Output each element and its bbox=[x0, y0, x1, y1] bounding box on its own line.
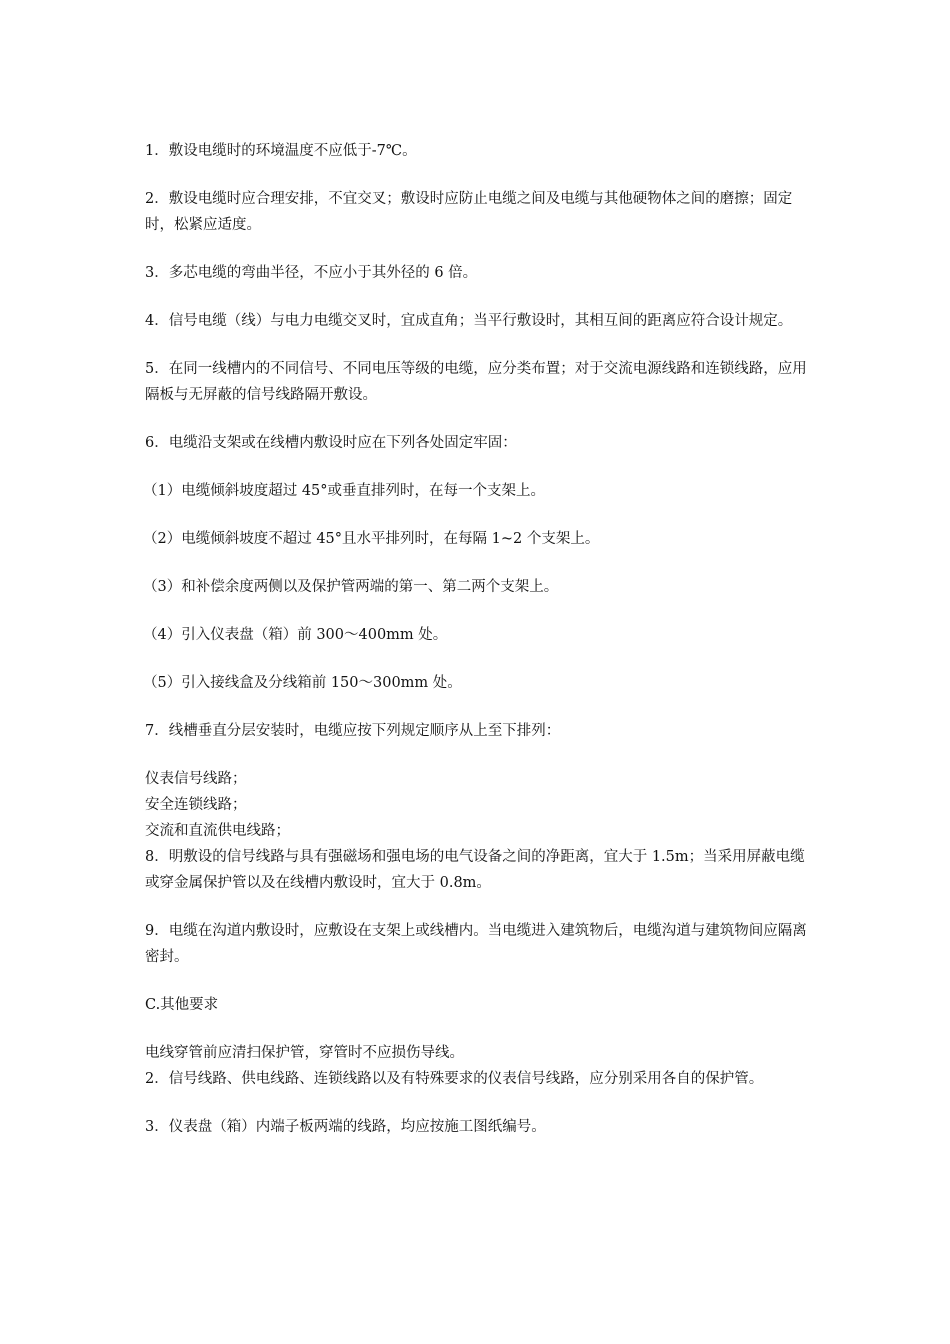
paragraph-6: 6．电缆沿支架或在线槽内敷设时应在下列各处固定牢固： bbox=[145, 435, 517, 451]
list-line-3: 交流和直流供电线路； bbox=[145, 823, 290, 839]
sub-item-1: （1）电缆倾斜坡度超过 45°或垂直排列时，在每一个支架上。 bbox=[143, 483, 546, 499]
sub-item-3: （3）和补偿余度两侧以及保护管两端的第一、第二两个支架上。 bbox=[143, 579, 559, 595]
sub-item-5: （5）引入接线盒及分线箱前 150～300mm 处。 bbox=[143, 675, 462, 691]
paragraph-2: 2．敷设电缆时应合理安排，不宜交叉；敷设时应防止电缆之间及电缆与其他硬物体之间的磨擦；固定时，松紧应适度。 bbox=[145, 191, 793, 233]
paragraph-3: 3．多芯电缆的弯曲半径，不应小于其外径的 6 倍。 bbox=[145, 265, 478, 281]
document-body bbox=[145, 138, 810, 1162]
list-line-2: 安全连锁线路； bbox=[145, 797, 247, 813]
paragraph-1: 1．敷设电缆时的环境温度不应低于-7℃。 bbox=[145, 143, 417, 159]
list-line-1: 仪表信号线路； bbox=[145, 771, 247, 787]
paragraph-4: 4．信号电缆（线）与电力电缆交叉时，宜成直角；当平行敷设时，其相互间的距离应符合设计规定。 bbox=[145, 313, 793, 329]
paragraph-c3: 3．仪表盘（箱）内端子板两端的线路，均应按施工图纸编号。 bbox=[145, 1119, 546, 1135]
paragraph-7: 7．线槽垂直分层安装时，电缆应按下列规定顺序从上至下排列： bbox=[145, 723, 561, 739]
paragraph-c2: 2．信号线路、供电线路、连锁线路以及有特殊要求的仪表信号线路，应分别采用各自的保护管。 bbox=[145, 1071, 764, 1087]
paragraph-5: 5．在同一线槽内的不同信号、不同电压等级的电缆，应分类布置；对于交流电源线路和连锁线路，应用隔板与无屏蔽的信号线路隔开敷设。 bbox=[145, 361, 807, 403]
paragraph-8: 8．明敷设的信号线路与具有强磁场和强电场的电气设备之间的净距离，宜大于 1.5m；当采用屏蔽电缆或穿金属保护管以及在线槽内敷设时，宜大于 0.8m。 bbox=[145, 849, 805, 891]
paragraph-9: 9．电缆在沟道内敷设时，应敷设在支架上或线槽内。当电缆进入建筑物后，电缆沟道与建筑物间应隔离密封。 bbox=[145, 923, 807, 965]
sub-item-4: （4）引入仪表盘（箱）前 300～400mm 处。 bbox=[143, 627, 448, 643]
section-heading-c: C.其他要求 bbox=[145, 997, 219, 1013]
paragraph-c1: 电线穿管前应清扫保护管，穿管时不应损伤导线。 bbox=[145, 1045, 464, 1061]
sub-item-2: （2）电缆倾斜坡度不超过 45°且水平排列时，在每隔 1~2 个支架上。 bbox=[143, 531, 600, 547]
